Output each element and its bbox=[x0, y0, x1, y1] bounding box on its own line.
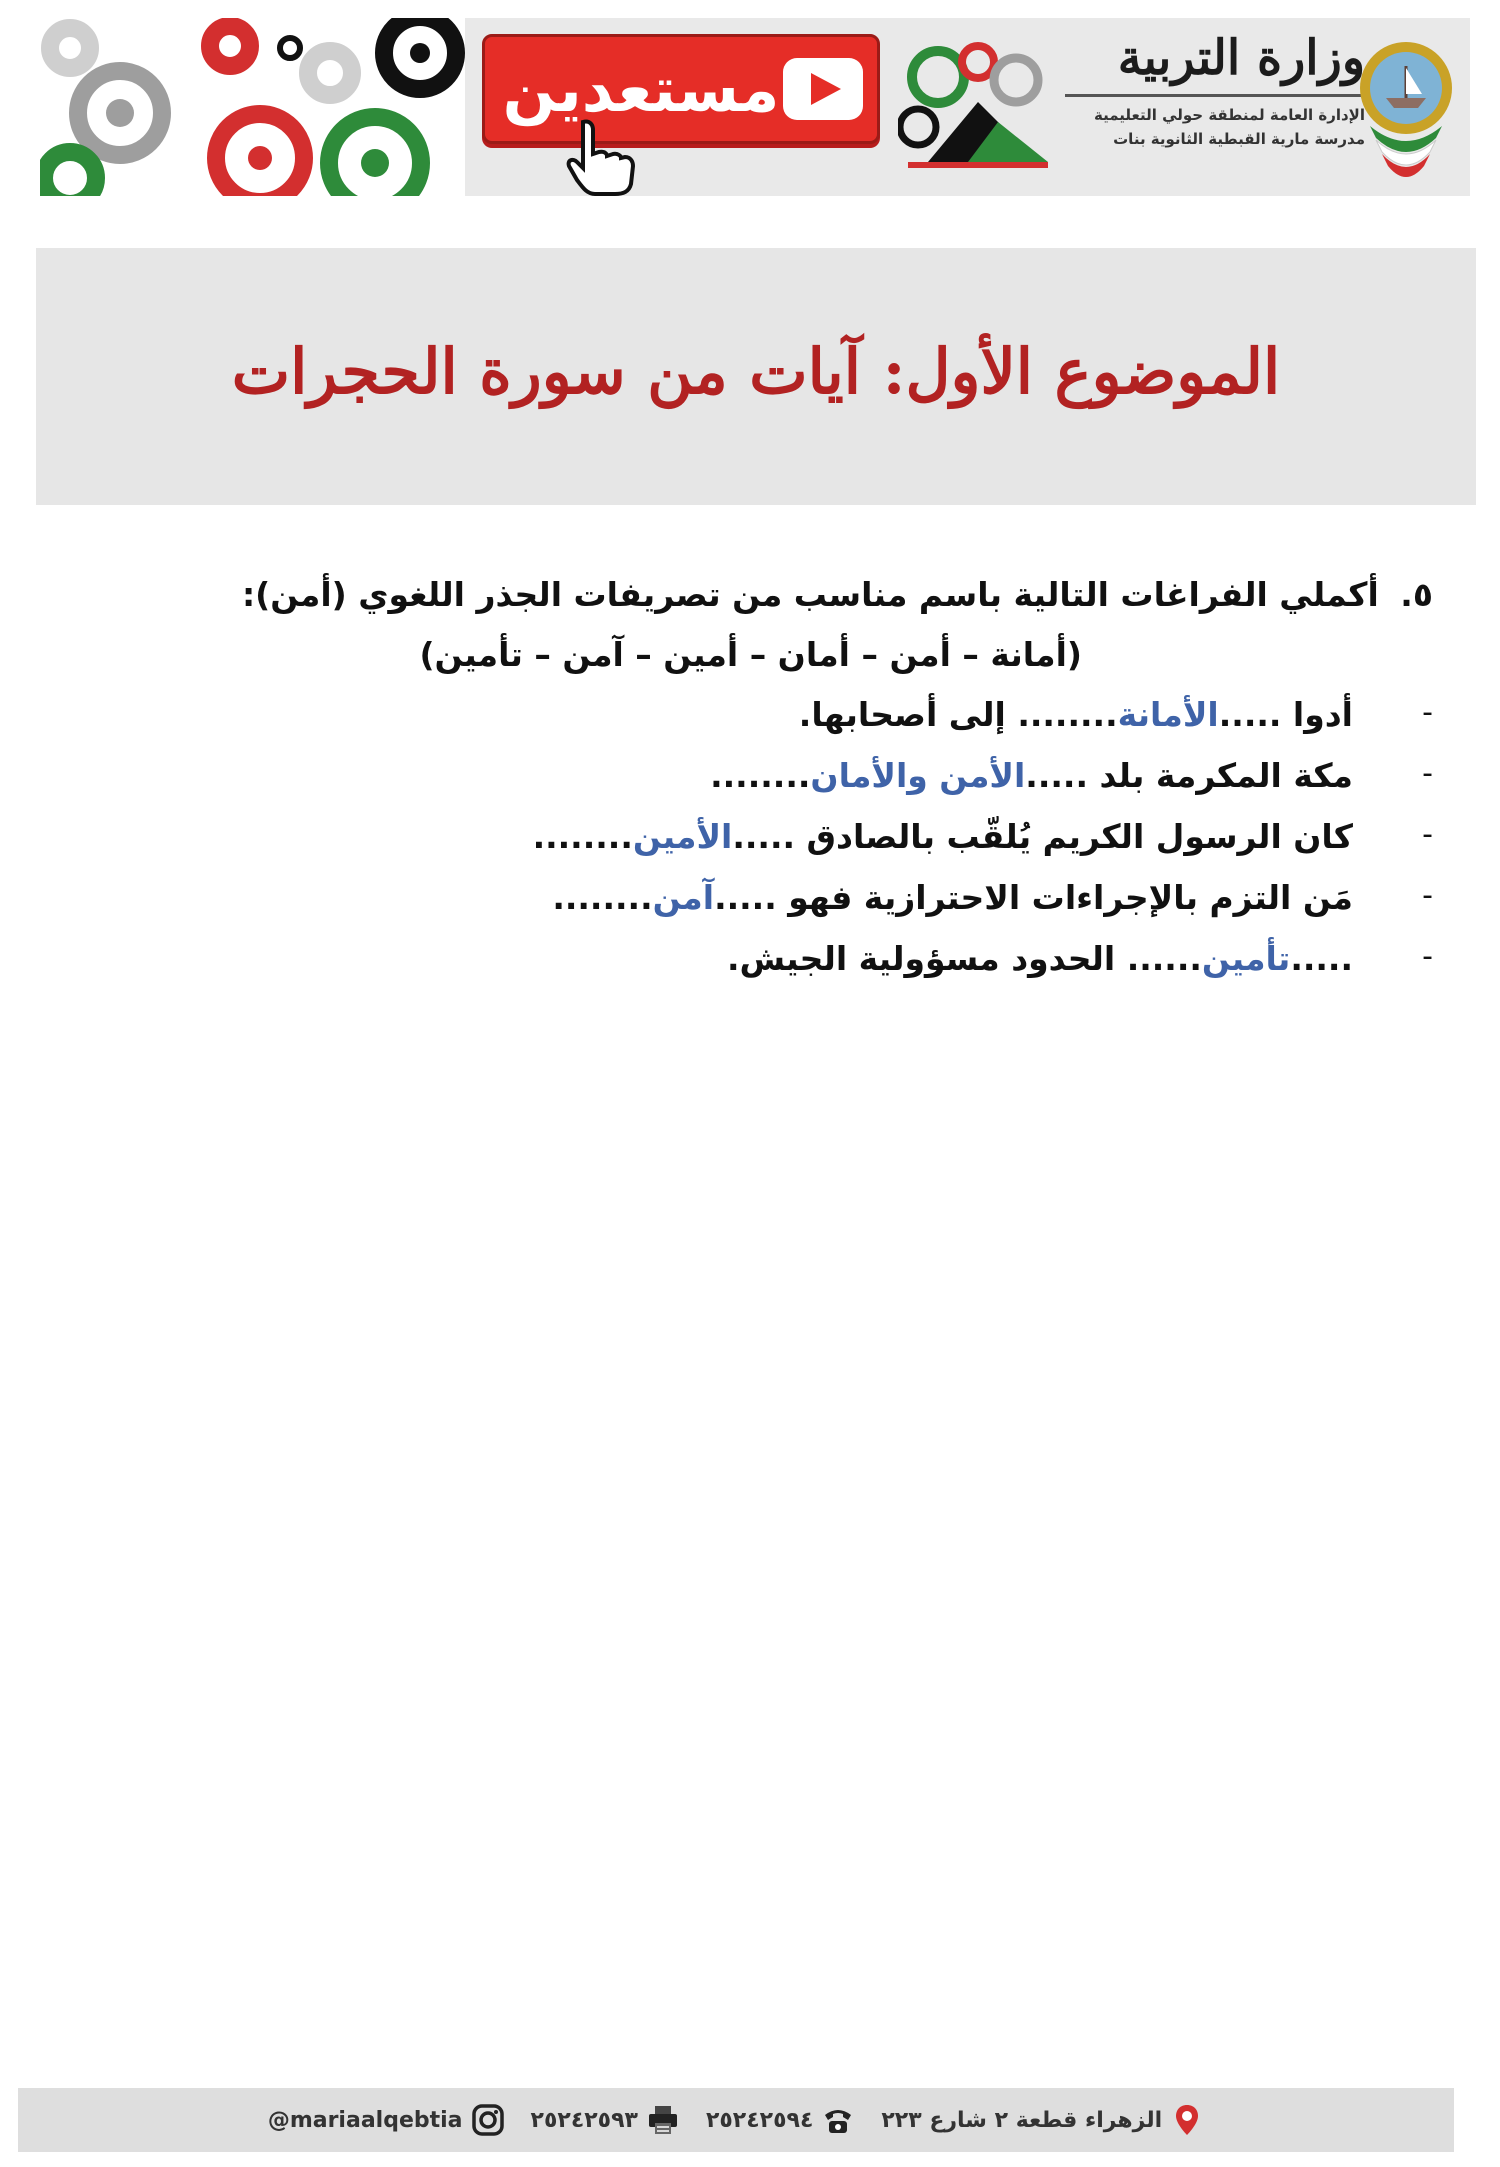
youtube-play-icon bbox=[783, 58, 863, 120]
item-sentence bbox=[710, 756, 1353, 795]
item-sentence bbox=[533, 817, 1353, 856]
instagram-icon bbox=[471, 2103, 505, 2137]
footer-address bbox=[881, 2103, 1204, 2137]
footer-fax bbox=[531, 2103, 680, 2137]
footer-instagram[interactable] bbox=[268, 2103, 505, 2137]
item-text-after: ........ bbox=[710, 756, 811, 795]
item-text-before: ..... bbox=[1290, 939, 1353, 978]
list-item bbox=[433, 756, 1433, 817]
phone-icon bbox=[821, 2103, 855, 2137]
item-text-after: ........ bbox=[552, 878, 653, 917]
address-text: الزهراء قطعة ٢ شارع ٢٢٣ bbox=[881, 2107, 1163, 2133]
item-sentence bbox=[552, 878, 1353, 917]
topic-title-box bbox=[36, 248, 1476, 505]
list-dash: - bbox=[1422, 878, 1433, 913]
question-heading bbox=[242, 575, 1433, 614]
item-answer: آمن bbox=[652, 878, 715, 917]
school-name: مدرسة مارية القبطية الثانوية بنات bbox=[1113, 130, 1365, 148]
item-text-before: أدوا ..... bbox=[1218, 695, 1353, 734]
list-item bbox=[433, 817, 1433, 878]
item-text-after: ........ bbox=[532, 817, 633, 856]
list-item bbox=[433, 939, 1433, 1000]
gear-icon bbox=[44, 18, 456, 196]
word-bank: (أمانة – أمن – أمان – أمين – آمن – تأمين) bbox=[419, 635, 1082, 674]
kuwait-emblem-icon bbox=[1356, 26, 1456, 190]
fill-blanks-list bbox=[433, 695, 1433, 1000]
item-answer: الأمن والأمان bbox=[810, 756, 1026, 795]
item-text-before: كان الرسول الكريم يُلقّب بالصادق ..... bbox=[732, 817, 1353, 856]
ministry-block bbox=[1065, 26, 1365, 151]
footer-contact-bar bbox=[18, 2088, 1454, 2152]
phone-text: ٢٥٢٤٢٥٩٤ bbox=[705, 2107, 814, 2133]
item-text-after: ........ إلى أصحابها. bbox=[798, 695, 1118, 734]
list-dash: - bbox=[1422, 817, 1433, 852]
list-dash: - bbox=[1422, 695, 1433, 730]
district-name: الإدارة العامة لمنطقة حولي التعليمية bbox=[1093, 106, 1365, 124]
ministry-title: وزارة التربية bbox=[1117, 30, 1365, 86]
fax-text: ٢٥٢٤٢٥٩٣ bbox=[530, 2107, 638, 2133]
item-answer: تأمين bbox=[1201, 939, 1291, 978]
item-answer: الأمين bbox=[632, 817, 733, 856]
footer-phone bbox=[706, 2103, 855, 2137]
header-banner bbox=[40, 18, 1470, 196]
pointer-hand-icon bbox=[565, 118, 635, 196]
list-item bbox=[433, 878, 1433, 939]
gears-decoration bbox=[40, 18, 465, 196]
item-answer: الأمانة bbox=[1117, 695, 1219, 734]
school-logo bbox=[898, 32, 1058, 182]
item-text-after: ...... الحدود مسؤولية الجيش. bbox=[727, 939, 1202, 978]
question-number: ٥. bbox=[1400, 575, 1433, 614]
topic-title: الموضوع الأول: آيات من سورة الحجرات bbox=[231, 335, 1281, 408]
ministry-divider bbox=[1065, 94, 1365, 97]
location-pin-icon bbox=[1170, 2103, 1204, 2137]
question-instruction: أكملي الفراغات التالية باسم مناسب من تصريفات الجذر اللغوي (أمن): bbox=[241, 575, 1379, 614]
list-dash: - bbox=[1422, 756, 1433, 791]
fax-printer-icon bbox=[646, 2103, 680, 2137]
list-item bbox=[433, 695, 1433, 756]
item-sentence bbox=[727, 939, 1353, 978]
item-text-before: مَن التزم بالإجراءات الاحترازية فهو ..... bbox=[714, 878, 1353, 917]
youtube-subscribe-button[interactable] bbox=[482, 34, 880, 144]
list-dash: - bbox=[1422, 939, 1433, 974]
item-text-before: مكة المكرمة بلد ..... bbox=[1025, 756, 1353, 795]
item-sentence bbox=[799, 695, 1353, 734]
instagram-handle[interactable]: @mariaalqebtia bbox=[267, 2107, 463, 2133]
youtube-button-label: مستعدين bbox=[502, 52, 780, 126]
